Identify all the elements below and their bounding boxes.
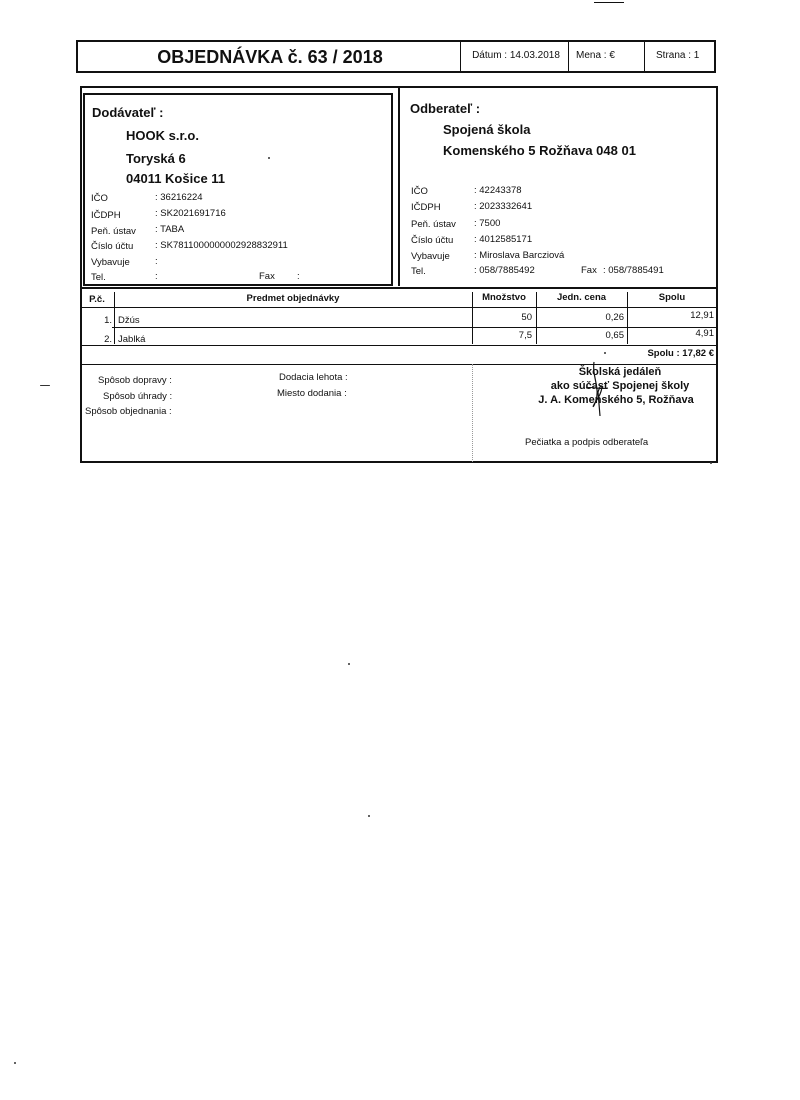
row2-no: 2. <box>104 334 112 345</box>
col-total: Spolu <box>658 292 686 303</box>
row1-total: 12,91 <box>690 310 714 321</box>
supplier-box <box>83 93 393 286</box>
customer-icdph-label: IČDPH <box>411 202 441 213</box>
customer-address: Komenského 5 Rožňava 048 01 <box>443 143 636 158</box>
stamp-line-3: J. A. Komenského 5, Rožňava <box>538 394 694 406</box>
row2-total: 4,91 <box>695 328 714 339</box>
supplier-name: HOOK s.r.o. <box>126 128 199 143</box>
customer-heading: Odberateľ : <box>410 101 481 116</box>
payment-label: Spôsob úhrady : <box>103 391 173 402</box>
col-qty: Množstvo <box>482 292 526 303</box>
supplier-tel-label: Tel. <box>91 272 106 283</box>
customer-fax-value: : 058/7885491 <box>603 265 664 276</box>
customer-ico-label: IČO <box>411 186 428 197</box>
delivery-term-label: Dodacia lehota : <box>279 372 348 383</box>
scan-speck <box>268 157 270 159</box>
order-sum: Spolu : 17,82 € <box>647 348 714 359</box>
supplier-heading: Dodávateľ : <box>92 105 164 120</box>
supplier-account-value: : SK7811000000002928832911 <box>155 240 288 251</box>
supplier-fax-value: : <box>297 271 300 282</box>
row1-item: Džús <box>118 315 140 326</box>
customer-ico-value: : 42243378 <box>474 185 522 196</box>
scan-speck <box>14 1062 16 1064</box>
transport-label: Spôsob dopravy : <box>98 375 172 386</box>
customer-name: Spojená škola <box>443 122 531 137</box>
row1-no: 1. <box>104 315 112 326</box>
delivery-place-label: Miesto dodania : <box>277 388 347 399</box>
supplier-handler-label: Vybavuje <box>91 257 130 268</box>
supplier-ico-value: : 36216224 <box>155 192 203 203</box>
row1-unit-price: 0,26 <box>605 312 624 323</box>
row2-item: Jablká <box>118 334 146 345</box>
supplier-street: Toryská 6 <box>126 151 186 166</box>
supplier-icdph-label: IČDPH <box>91 210 121 221</box>
order-date: Dátum : 14.03.2018 <box>472 50 560 61</box>
supplier-icdph-value: : SK2021691716 <box>155 208 226 219</box>
order-header <box>76 40 716 73</box>
scan-speck <box>40 385 50 386</box>
col-no: P.č. <box>89 294 105 305</box>
col-unit-price: Jedn. cena <box>556 292 607 303</box>
signature <box>578 358 618 418</box>
customer-tel-label: Tel. <box>411 266 426 277</box>
scan-mark <box>594 2 624 3</box>
customer-handler-value: : Miroslava Barcziová <box>474 250 565 261</box>
row2-qty: 7,5 <box>518 330 532 341</box>
ordering-label: Spôsob objednania : <box>85 406 172 417</box>
order-page: Strana : 1 <box>656 50 700 61</box>
scan-speck <box>348 663 350 665</box>
supplier-handler-value: : <box>155 256 158 267</box>
customer-bank-value: : 7500 <box>474 218 501 229</box>
row1-qty: 50 <box>521 312 532 323</box>
col-item: Predmet objednávky <box>246 293 340 304</box>
supplier-bank-value: : TABA <box>155 224 185 235</box>
customer-account-value: : 4012585171 <box>474 234 533 245</box>
supplier-tel-value: : <box>155 271 158 282</box>
customer-icdph-value: : 2023332641 <box>474 201 533 212</box>
customer-handler-label: Vybavuje <box>411 251 450 262</box>
scan-speck <box>368 815 370 817</box>
supplier-ico-label: IČO <box>91 193 108 204</box>
row2-unit-price: 0,65 <box>605 330 624 341</box>
customer-tel-value: : 058/7885492 <box>474 265 535 276</box>
scan-speck <box>604 352 606 354</box>
customer-fax-label: Fax <box>581 265 597 276</box>
order-currency: Mena : € <box>576 50 615 61</box>
customer-bank-label: Peň. ústav <box>411 219 456 230</box>
stamp-line-1: Školská jedáleň <box>578 366 662 378</box>
signature-caption: Pečiatka a podpis odberateľa <box>525 437 649 448</box>
supplier-fax-label: Fax <box>259 271 275 282</box>
scan-speck <box>710 462 712 464</box>
order-title: OBJEDNÁVKA č. 63 / 2018 <box>157 47 383 67</box>
stamp-line-2: ako súčasť Spojenej školy <box>550 380 690 392</box>
supplier-account-label: Číslo účtu <box>91 241 134 252</box>
supplier-city: 04011 Košice 11 <box>126 171 226 186</box>
supplier-bank-label: Peň. ústav <box>91 226 136 237</box>
customer-account-label: Číslo účtu <box>411 235 454 246</box>
